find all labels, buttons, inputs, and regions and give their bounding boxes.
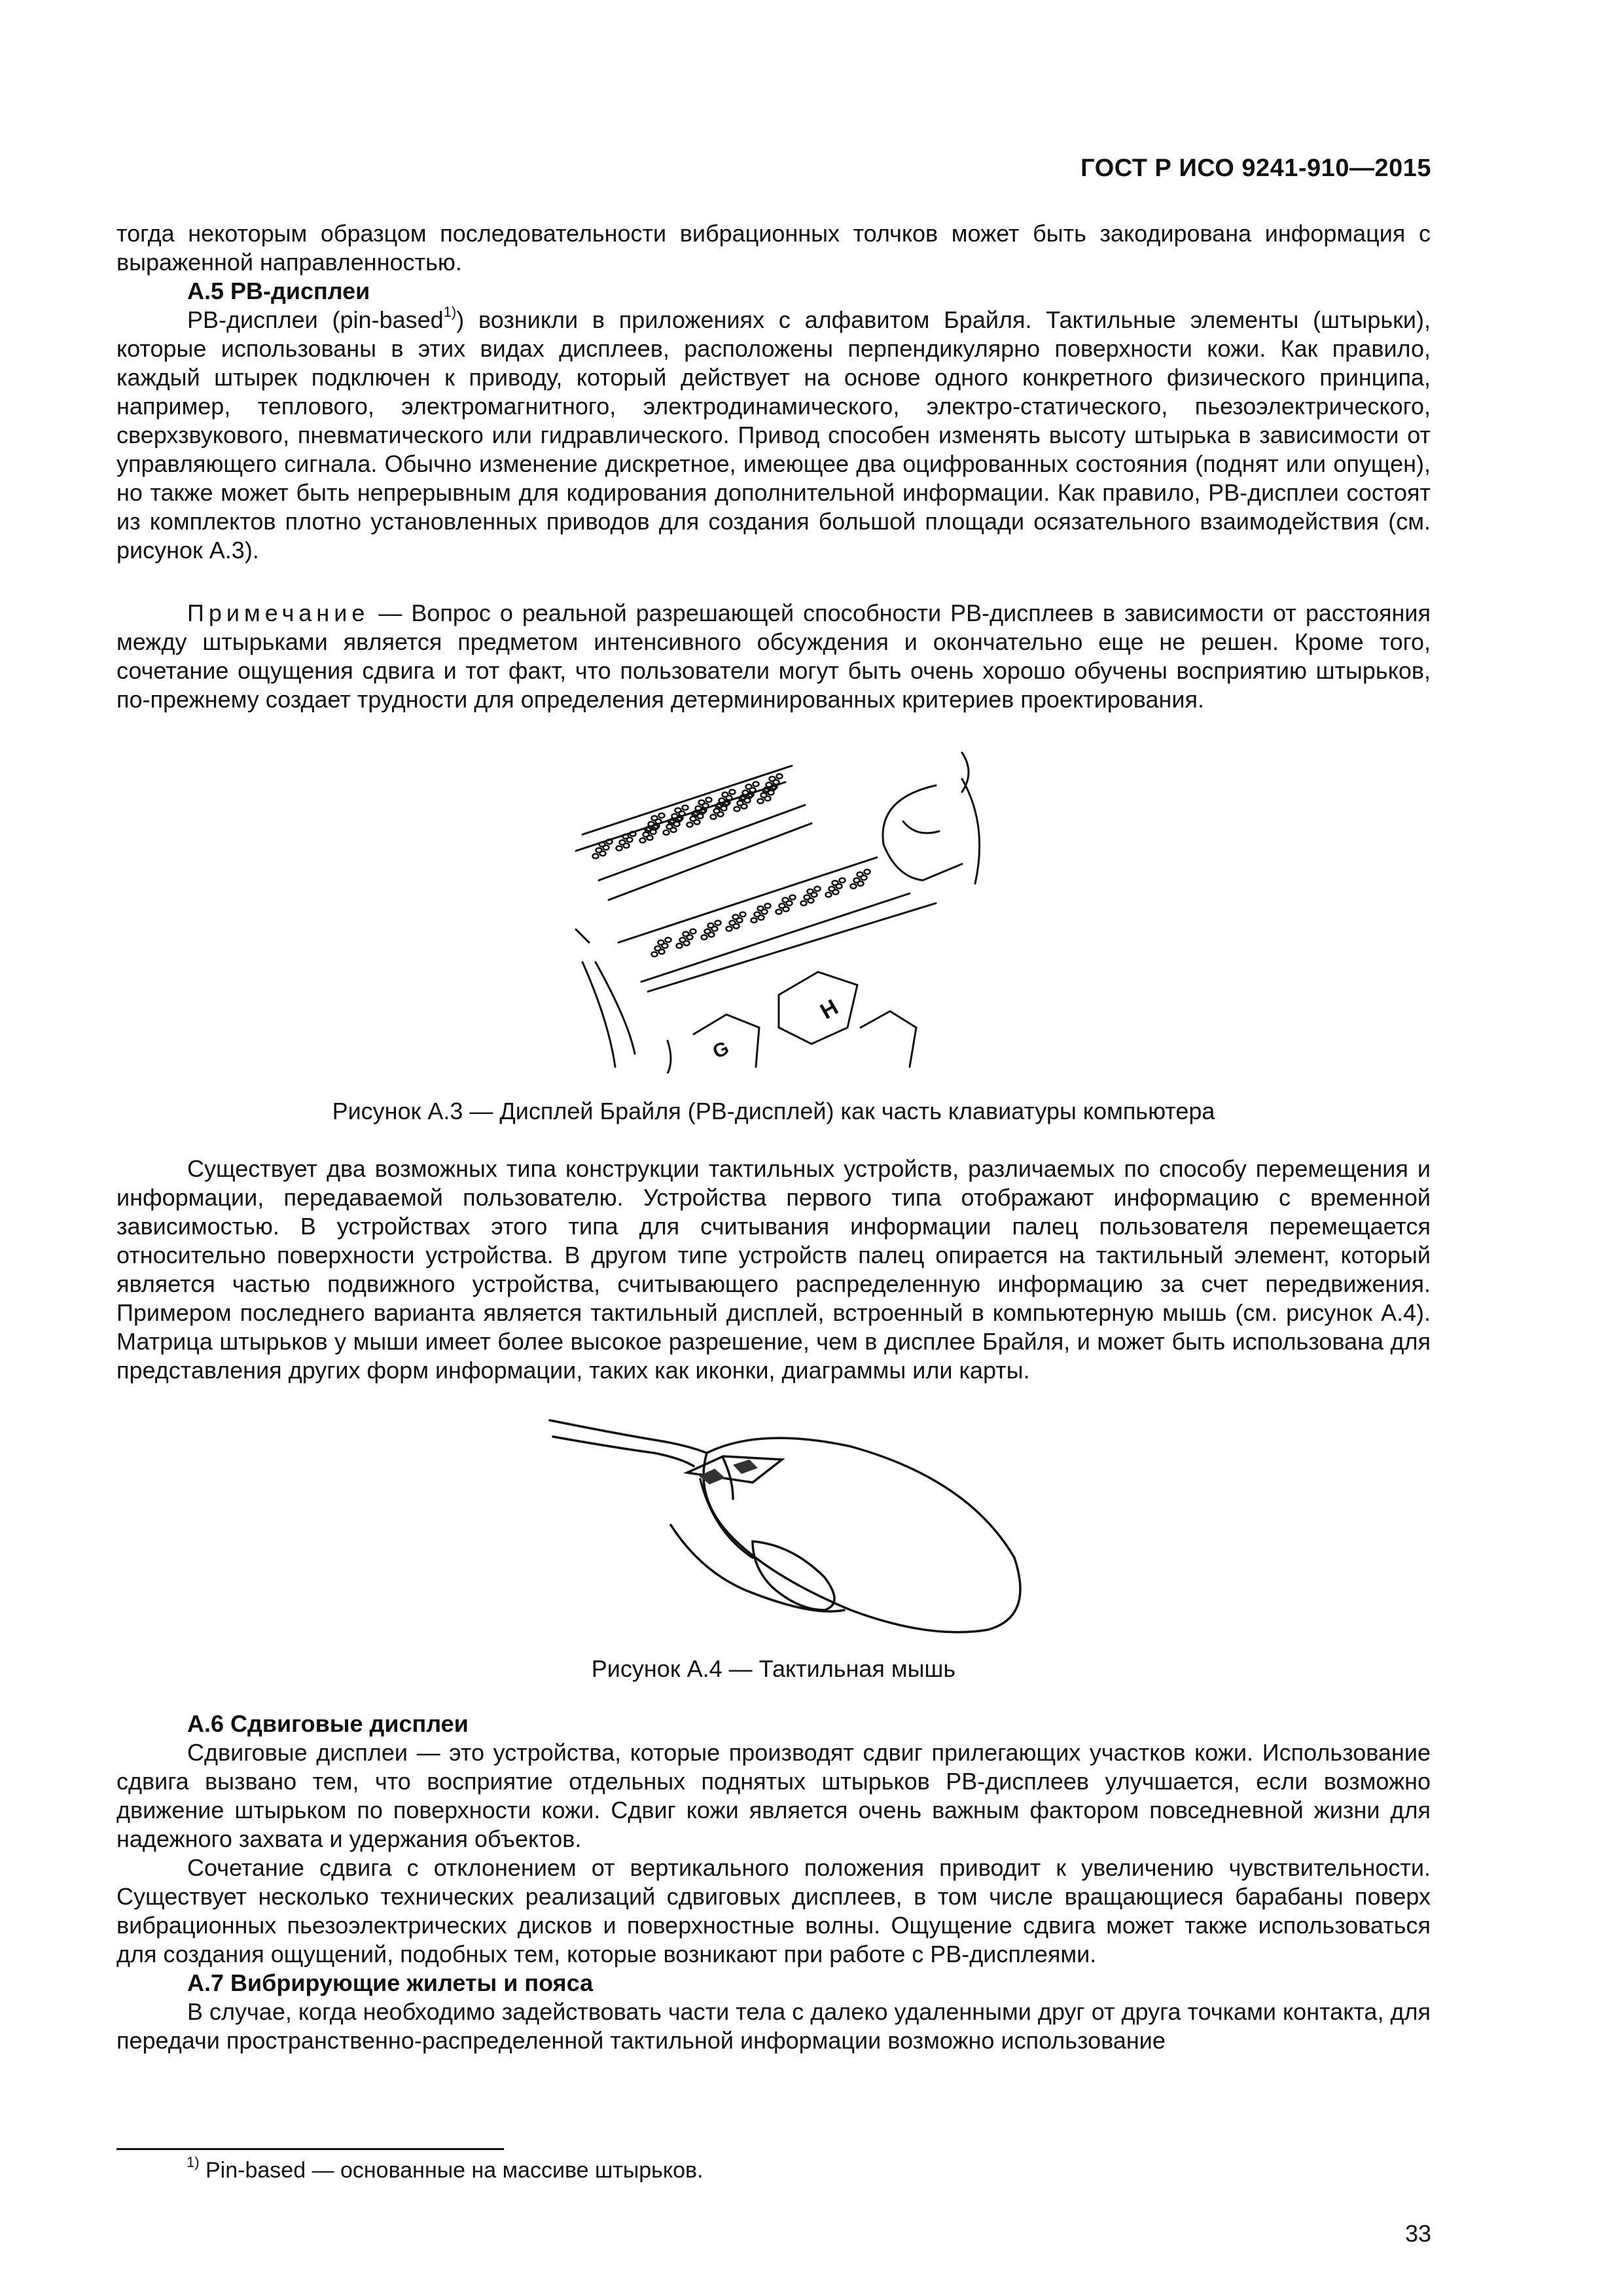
braille-dot bbox=[640, 838, 646, 843]
figure-a4-tactile-mouse bbox=[537, 1401, 1034, 1636]
braille-dot bbox=[647, 836, 653, 840]
figure-a3-braille-display bbox=[569, 746, 988, 1073]
braille-dot bbox=[777, 774, 783, 779]
braille-dot bbox=[687, 935, 693, 940]
devices-block bbox=[116, 1155, 1431, 1385]
key-h-label: H bbox=[816, 994, 843, 1024]
document-id-header: ГОСТ Р ИСО 9241-910—2015 bbox=[1080, 154, 1431, 182]
braille-dot bbox=[801, 901, 807, 906]
figure-a4-caption-block bbox=[116, 1655, 1431, 1683]
braille-dot bbox=[726, 796, 732, 800]
paragraph-continuation: тогда некоторым образцом последовательности вибрационных толчков может быть закодирована информация с выраженной направленностью. bbox=[116, 220, 1431, 276]
braille-dot bbox=[627, 838, 633, 842]
heading-a6: А.6 Сдвиговые дисплеи bbox=[187, 1710, 469, 1737]
figure-a4-caption: Рисунок А.4 — Тактильная мышь bbox=[591, 1655, 956, 1682]
figure-a3-caption: Рисунок А.3 — Дисплей Брайля (PB-дисплей) как часть клавиатуры компьютера bbox=[332, 1098, 1215, 1124]
braille-dot bbox=[726, 927, 732, 931]
sections-a6-a7-block bbox=[116, 1710, 1431, 2055]
braille-dot bbox=[751, 918, 757, 923]
braille-dot bbox=[787, 901, 793, 906]
heading-a5: А.5 PB-дисплеи bbox=[187, 278, 370, 304]
braille-dot bbox=[812, 893, 817, 897]
braille-dot bbox=[833, 890, 839, 895]
braille-dot bbox=[684, 941, 690, 946]
braille-dot bbox=[664, 831, 669, 835]
braille-dot bbox=[740, 912, 746, 917]
braille-dot bbox=[783, 907, 789, 912]
braille-dot bbox=[607, 840, 613, 844]
braille-dot bbox=[679, 812, 685, 816]
braille-dot bbox=[706, 798, 712, 802]
note-label: Примечание bbox=[187, 600, 370, 626]
braille-dot bbox=[730, 790, 736, 795]
braille-dot bbox=[600, 852, 606, 856]
braille-dot bbox=[715, 921, 721, 925]
braille-dot bbox=[826, 893, 832, 897]
braille-dot bbox=[851, 884, 857, 889]
braille-dot bbox=[790, 895, 796, 900]
braille-dot bbox=[671, 828, 677, 833]
footnote-mark: 1) bbox=[187, 2153, 200, 2170]
braille-dot bbox=[683, 806, 688, 810]
braille-dot bbox=[711, 815, 717, 819]
section-a5-block bbox=[116, 219, 1431, 565]
braille-dot bbox=[662, 944, 668, 948]
braille-dot bbox=[624, 844, 630, 848]
braille-dot bbox=[840, 878, 846, 883]
figure-a3-caption-block bbox=[116, 1097, 1431, 1126]
braille-dot bbox=[750, 788, 756, 793]
a5-text-rest: ) возникли в приложениях с алфавитом Брайля. Тактильные элементы (штырьки), которые использованы в этих видах дисплеев, расположены перпендикулярно поверхности кожи. Как правило, каждый штырек подключен к приводу, который действует на основе одного конкретного физического принципа, например, теплового, электромагнитного, электродинамического, электро-статического, пьезоэлектрического, сверхзвукового, пневматического или гидравлического. Привод способен изменять высоту штырька в зависимости от управляющего сигнала. Обычно изменение дискретное, имеющее два оцифрованных состояния (поднят или опущен), но также может быть непрерывным для кодирования дополнительной информации. Как правило, PB-дисплеи состоят из комплектов плотно установленных приводов для создания большой площади осязательного взаимодействия (см. рисунок А.3). bbox=[116, 306, 1431, 564]
braille-dot bbox=[677, 944, 683, 948]
braille-dot bbox=[865, 870, 870, 874]
braille-dot bbox=[616, 846, 622, 851]
paragraph-a5 bbox=[116, 306, 1431, 565]
braille-dot bbox=[687, 823, 693, 827]
braille-dot bbox=[690, 929, 696, 934]
key-g-label: G bbox=[709, 1037, 733, 1064]
braille-dot bbox=[758, 799, 764, 804]
braille-dot bbox=[765, 797, 771, 801]
paragraph-a7-1: В случае, когда необходимо задействовать части тела с далеко удаленными друг от друга точками контакта, для передачи пространственно-распределенной тактильной информации возможно использование bbox=[116, 1998, 1431, 2054]
a5-text-start: PB-дисплеи (pin-based bbox=[187, 306, 444, 333]
footnote-separator bbox=[116, 2148, 504, 2150]
braille-dot bbox=[659, 950, 665, 954]
braille-dot bbox=[703, 804, 709, 808]
braille-dot bbox=[652, 952, 658, 957]
braille-dot bbox=[737, 918, 743, 923]
braille-dot bbox=[762, 910, 768, 914]
paragraph-devices: Существует два возможных типа конструкции тактильных устройств, различаемых по способу перемещения и информации, передаваемой пользователю. Устройства первого типа отображают информацию с временной зависимостью. В устройствах этого типа для считывания информации палец пользователя перемещается относительно поверхности устройства. В другом типе устройств палец опирается на тактильный элемент, который является частью подвижного устройства, считывающего распределенную информацию за счет передвижения. Примером последнего варианта является тактильный дисплей, встроенный в компьютерную мышь (см. рисунок А.4). Матрица штырьков у мыши имеет более высокое разрешение, чем в дисплее Брайля, и может быть использована для представления других форм информации, таких как иконки, диаграммы или карты. bbox=[116, 1155, 1431, 1384]
braille-dot bbox=[734, 807, 740, 812]
note-paragraph bbox=[116, 599, 1431, 714]
braille-dot bbox=[718, 812, 724, 817]
braille-dot bbox=[656, 819, 662, 824]
footnote bbox=[187, 2153, 704, 2183]
braille-dot bbox=[593, 854, 599, 859]
braille-dot bbox=[858, 882, 864, 886]
braille-dot bbox=[734, 924, 740, 929]
braille-dot bbox=[815, 887, 821, 891]
braille-dot bbox=[709, 933, 715, 937]
heading-a7: А.7 Вибрирующие жилеты и пояса bbox=[187, 1969, 594, 1996]
braille-dot bbox=[603, 846, 609, 850]
braille-dot bbox=[753, 782, 759, 787]
braille-dot bbox=[712, 927, 718, 931]
braille-dot bbox=[659, 814, 665, 818]
note-text: — Вопрос о реальной разрешающей способности PB-дисплеев в зависимости от расстояния между штырьками является предметом интенсивного обсуждения и окончательно еще не решен. Кроме того, сочетание ощущения сдвига и тот факт, что пользователи могут быть очень хорошо обучены восприятию штырьков, по-прежнему создает трудности для определения детерминированных критериев проектирования. bbox=[116, 600, 1431, 713]
paragraph-a6-2: Сочетание сдвига с отклонением от вертикального положения приводит к увеличению чувствительности. Существует несколько технических реализаций сдвиговых дисплеев, в том числе вращающиеся барабаны поверх вибрационных пьезоэлектрических дисков и поверхностные волны. Ощущение сдвига может также использоваться для создания ощущений, подобных тем, которые возникают при работе с PB-дисплеями. bbox=[116, 1854, 1431, 1967]
braille-dot bbox=[702, 935, 707, 940]
braille-dot bbox=[666, 938, 671, 942]
paragraph-a6-1: Сдвиговые дисплеи — это устройства, которые производят сдвиг прилегающих участков кожи. Использование сдвига вызвано тем, что восприятие отдельных поднятых штырьков PB-дисплеев улучшается, если возможно движение штырьком по поверхности кожи. Сдвиг кожи является очень важным фактором повседневной жизни для надежного захвата и удержания объектов. bbox=[116, 1739, 1431, 1852]
note-block bbox=[116, 599, 1431, 714]
braille-dot bbox=[758, 916, 764, 920]
braille-dot bbox=[836, 884, 842, 889]
braille-dot bbox=[694, 820, 700, 825]
braille-dot bbox=[808, 899, 814, 903]
braille-dot bbox=[861, 876, 867, 880]
page-number: 33 bbox=[1404, 2220, 1431, 2247]
footnote-ref[interactable]: 1) bbox=[443, 304, 457, 320]
braille-dots bbox=[593, 774, 870, 957]
braille-dot bbox=[765, 904, 771, 908]
footnote-text: Pin-based — основанные на массиве штырьков. bbox=[199, 2158, 704, 2183]
braille-dot bbox=[776, 910, 782, 914]
braille-dot bbox=[741, 804, 747, 809]
braille-dot bbox=[774, 780, 779, 785]
